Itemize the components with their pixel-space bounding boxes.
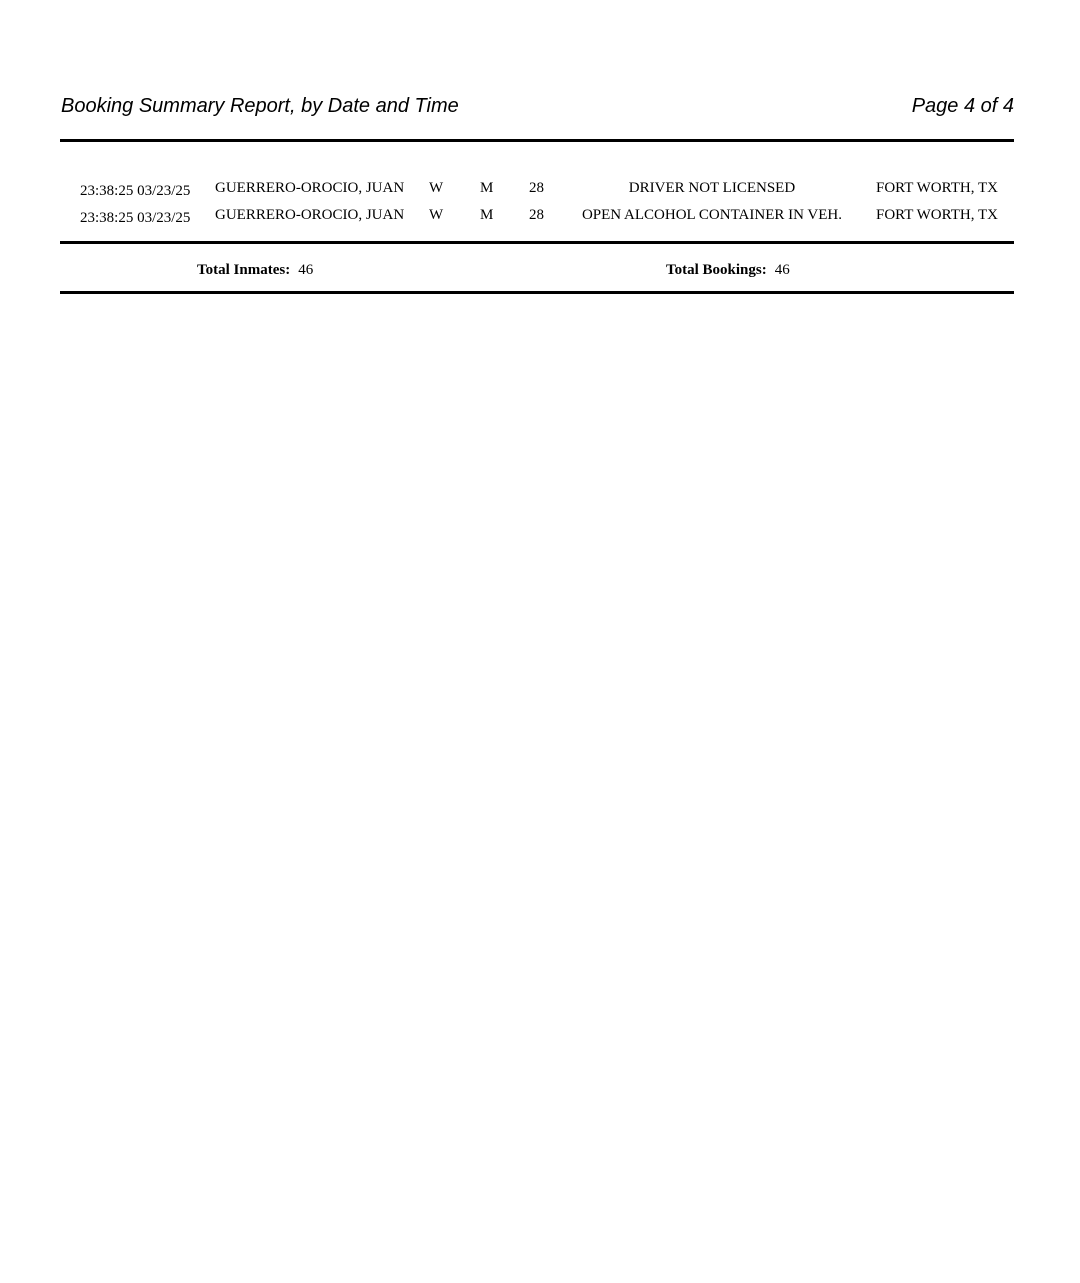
total-inmates-label: Total Inmates: bbox=[197, 262, 291, 278]
total-bookings-value: 46 bbox=[774, 262, 790, 278]
inmate-race: W bbox=[429, 180, 444, 196]
booking-row bbox=[0, 178, 1080, 198]
inmate-age: 28 bbox=[529, 207, 544, 223]
inmate-name: GUERRERO-OROCIO, JUAN bbox=[215, 207, 405, 223]
booking-time: 23:38:25 03/23/25 bbox=[80, 210, 191, 226]
inmate-sex: M bbox=[480, 180, 494, 196]
total-inmates bbox=[197, 260, 313, 280]
inmate-age: 28 bbox=[529, 180, 544, 196]
inmate-name: GUERRERO-OROCIO, JUAN bbox=[215, 180, 405, 196]
inmate-city: FORT WORTH, TX bbox=[876, 207, 998, 223]
booking-row bbox=[0, 205, 1080, 225]
top-divider bbox=[60, 139, 1014, 142]
inmate-city: FORT WORTH, TX bbox=[876, 180, 998, 196]
charge-description: DRIVER NOT LICENSED bbox=[628, 180, 796, 196]
inmate-race: W bbox=[429, 207, 444, 223]
total-bookings-label: Total Bookings: bbox=[666, 262, 767, 278]
total-bookings bbox=[666, 260, 790, 280]
bottom-divider bbox=[60, 291, 1014, 294]
inmate-sex: M bbox=[480, 207, 494, 223]
total-inmates-value: 46 bbox=[298, 262, 314, 278]
totals-divider bbox=[60, 241, 1014, 244]
page-number: Page 4 of 4 bbox=[911, 95, 1014, 117]
report-title: Booking Summary Report, by Date and Time bbox=[61, 95, 459, 117]
booking-time: 23:38:25 03/23/25 bbox=[80, 183, 191, 199]
charge-description: OPEN ALCOHOL CONTAINER IN VEH. bbox=[581, 207, 843, 223]
